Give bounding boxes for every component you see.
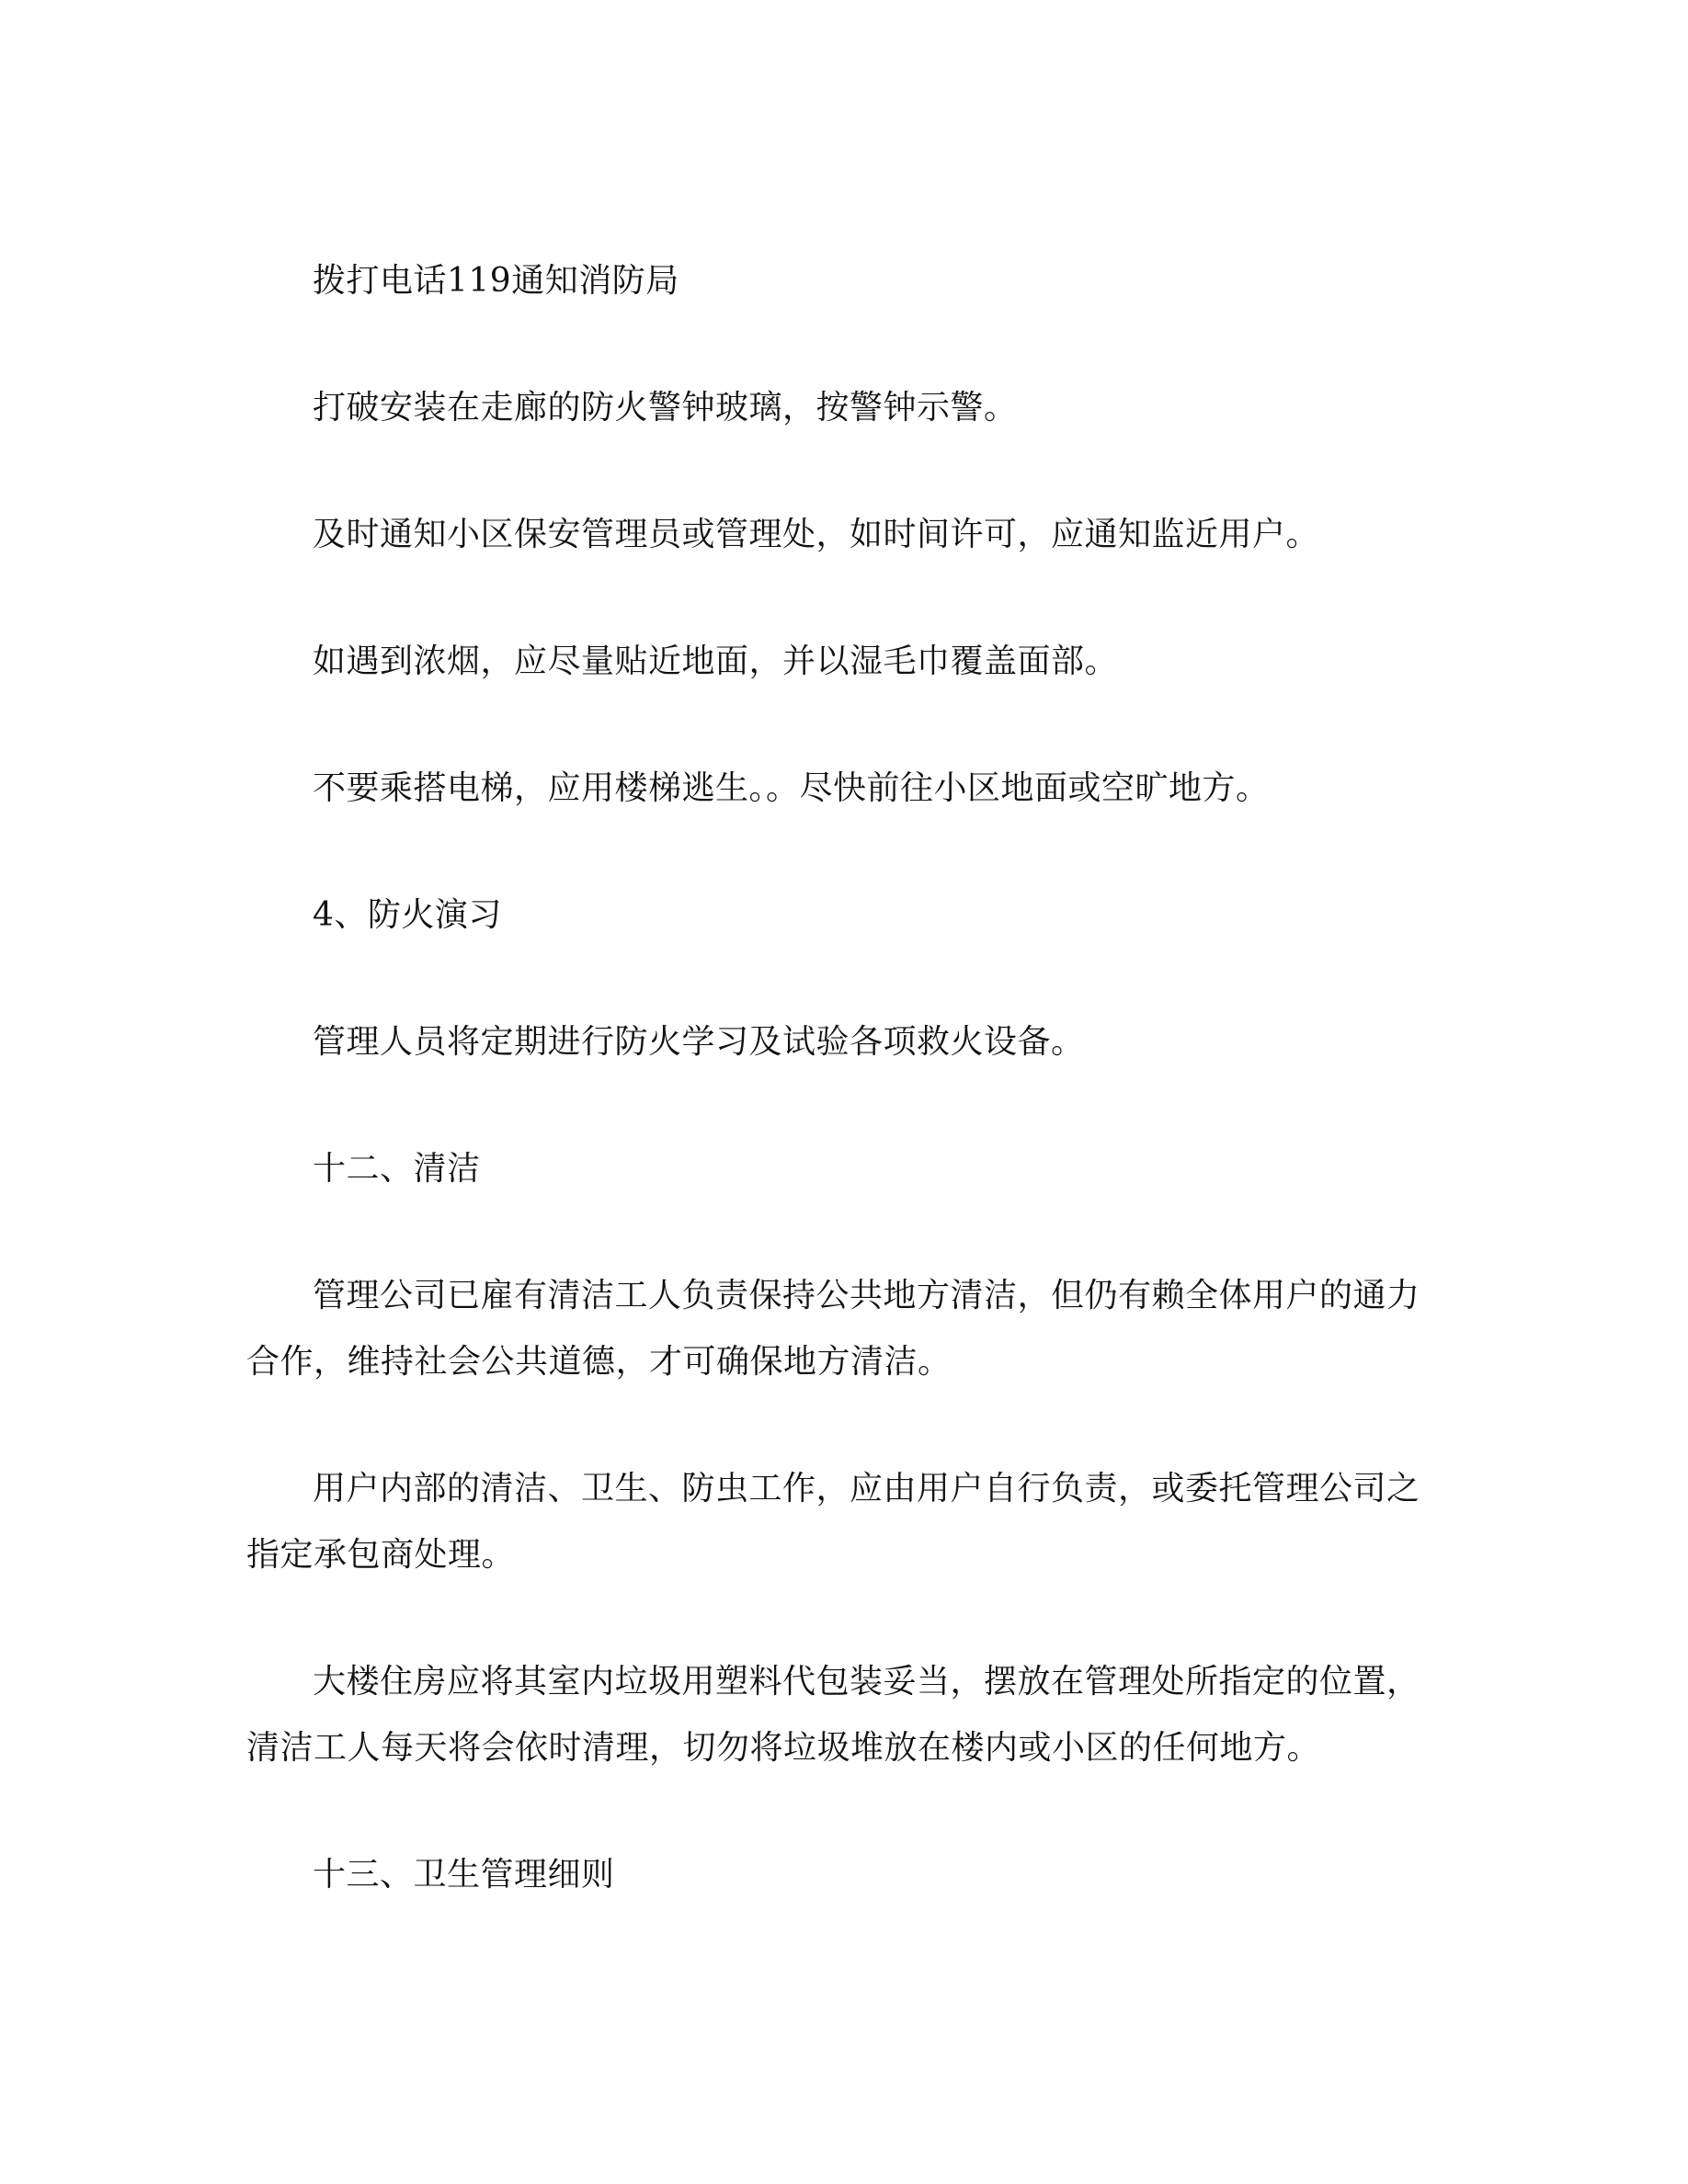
paragraph-garbage: 大楼住房应将其室内垃圾用塑料代包装妥当，摆放在管理处所指定的位置，清洁工人每天将会依时清理，切勿将垃圾堆放在楼内或小区的任何地方。 (246, 1663, 1420, 1767)
paragraph-no-elevator: 不要乘搭电梯，应用楼梯逃生。。尽快前往小区地面或空旷地方。 (313, 769, 1270, 807)
heading-hygiene-rules: 十三、卫生管理细则 (313, 1856, 615, 1894)
heading-fire-drill: 4、防火演习 (313, 896, 502, 934)
paragraph-break-alarm: 打破安装在走廊的防火警钟玻璃，按警钟示警。 (313, 389, 1018, 427)
heading-cleaning: 十二、清洁 (313, 1150, 481, 1188)
paragraph-call-119: 拨打电话119通知消防局 (313, 262, 679, 300)
paragraph-notify-security: 及时通知小区保安管理员或管理处，如时间许可，应通知监近用户。 (313, 516, 1320, 553)
paragraph-user-cleaning: 用户内部的清洁、卫生、防虫工作，应由用户自行负责，或委托管理公司之指定承包商处理。 (246, 1470, 1420, 1574)
paragraph-cleaning-staff: 管理公司已雇有清洁工人负责保持公共地方清洁，但仍有赖全体用户的通力合作，维持社会公共道德，才可确保地方清洁。 (246, 1277, 1420, 1381)
paragraph-fire-training: 管理人员将定期进行防火学习及试验各项救火设备。 (313, 1023, 1085, 1061)
paragraph-smoke: 如遇到浓烟，应尽量贴近地面，并以湿毛巾覆盖面部。 (313, 643, 1119, 680)
